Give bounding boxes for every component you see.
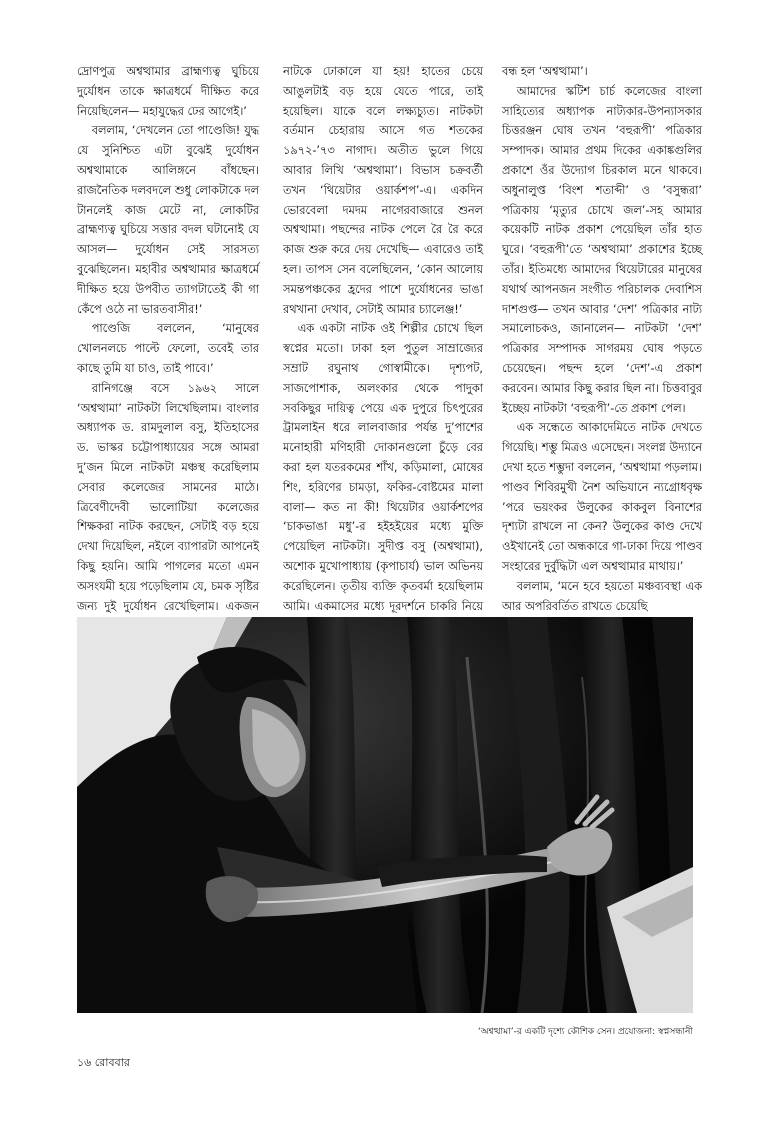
article-paragraph: দ্রোণপুত্র অশ্বত্থামার ব্রাহ্মণ্যত্ব ঘুচিয়ে দুর্যোধন তাকে ক্ষাত্রধর্মে দীক্ষিত করে নিয়েছিলেন— মহাযুদ্ধের ঢের আগেই।’ [77, 65, 259, 118]
article-paragraph: বন্ধ হল ‘অশ্বত্থামা’। [502, 65, 588, 78]
article-paragraph: এক একটা নাটক ওই শিল্পীর চোখে ছিল স্বপ্নের মতো। ঢাকা হল পুতুল সাম্রাজ্যের সম্রাট রঘুনাথ গোস্বামীকে। দৃশ্যপট, সাজপোশাক, অলংকার থেকে পাদুকা সবকিছুর দায়িত্ব পেয়ে এক দুপুরে চিৎপুরের ট্রামলাইন ধরে লালবাজার পর্যন্ত দু’পাশের মনোহারী মণিহারী দোকানগুলো চুঁড়ে বের করা হল যতরকমের শাঁখ, কড়িমালা, মোষের শিং, হরিণের চামড়া, ফকির-বোষ্টমের মালা বালা— কত না কী! থিয়েটার ওয়ার্কশপের ‘চাকভাঙা মধু’-র হইহইয়ের মধ্যে মুক্তি পেয়েছিল নাটকটা। সুদীপ্ত বসু (অশ্বত্থামা), অশোক মুখোপাধ্যায় (কৃপাচার্য) ভাল অভিনয় করেছিলেন। তৃতীয় ব্যক্তি কৃতবর্মা হয়েছিলাম আমি। একমাসের মধ্যে দূরদর্শনে চাকরি নিয়ে [283, 322, 483, 613]
article-paragraph: আমাদের স্কটিশ চার্চ কলেজের বাংলা সাহিত্যের অধ্যাপক নাট্যকার-উপন্যাসকার চিত্তরঞ্জন ঘোষ তখন ‘বহুরূপী’ পত্রিকার সম্পাদক। আমার প্রথম দিকের একাঙ্কগুলির প্রকাশে ওঁর উদ্যোগ চিরকাল মনে থাকবে। অধুনালুপ্ত ‘বিংশ শতাব্দী’ ও ‘বসুন্ধরা’ পত্রিকায় ‘মৃত্যুর চোখে জল’-সহ আমার কয়েকটি নাটক প্রকাশ পেয়েছিল তাঁর হাত ঘুরে। ‘বহুরূপী’তে ‘অশ্বত্থামা’ প্রকাশের ইচ্ছে তাঁর। ইতিমধ্যে আমাদের থিয়েটারের মানুষের যথার্থ আপনজন সংগীত পরিচালক দেবাশিস দাশগুপ্ত— তখন আবার ‘দেশ’ পত্রিকার নাট্য সমালোচকও, জানালেন— নাটকটা ‘দেশ’ পত্রিকার সম্পাদক সাগরময় ঘোষ পড়তে চেয়েছেন। পছন্দ হলে ‘দেশ’-এ প্রকাশ করবেন। আমার কিছু করার ছিল না। চিত্তবাবুর ইচ্ছেয় নাটকটা ‘বহুরূপী’-তে প্রকাশ পেল। [502, 84, 702, 415]
article-column-3 [502, 62, 702, 613]
photo-caption: ‘অশ্বত্থামা’-র একটি দৃশ্যে কৌশিক সেন। প্রযোজনা: স্বপ্নসন্ধানী [477, 1027, 693, 1037]
stage-performance-photo [77, 617, 693, 1013]
article-column-2 [283, 62, 483, 613]
article-paragraph: বললাম, ‘মনে হবে হয়তো মঞ্চব্যবস্থা এক আর অপরিবর্তিত রাখতে চেয়েছি [502, 579, 702, 613]
page-folio: ১৬ রোববার [77, 1056, 130, 1069]
article-paragraph: নাটকে ঢোকালে যা হয়! হাতের চেয়ে আঙুলটাই বড় হয়ে যেতে পারে, তাই হয়েছিল। যাকে বলে লক্ষ্যচ্যুত। নাটকটা বর্তমান চেহারায় আসে গত শতকের ১৯৭২-’৭৩ নাগাদ। অতীত ভুলে গিয়ে আবার লিখি ‘অশ্বত্থামা’। বিভাস চক্রবর্তী তখন ‘থিয়েটার ওয়ার্কশপ’-এ। একদিন ভোরবেলা দমদম নাগেরবাজারে শুনল অশ্বত্থামা। পছন্দের নাটক পেলে রৈ রৈ করে কাজ শুরু করে দেয় দেখেছি— এবারেও তাই হল। তাপস সেন বলেছিলেন, ‘কোন আলোয় সমন্তপঞ্চকের হ্রদের পাশে দুর্যোধনের ভাঙা রথখানা দেখাব, সেটাই আমার চ্যালেঞ্জ!’ [283, 65, 483, 316]
article-paragraph: রানিগঞ্জে বসে ১৯৬২ সালে ‘অশ্বত্থামা’ নাটকটা লিখেছিলাম। বাংলার অধ্যাপক ড. রামদুলাল বসু, ইতিহাসের ড. ভাস্কর চট্টোপাধ্যায়ের সঙ্গে আমরা দু’জন মিলে নাটকটা মঞ্চস্থ করেছিলাম সেবার কলেজের সামনের মাঠে। ত্রিবেণীদেবী ভালোটিয়া কলেজের শিক্ষকরা নাটক করছেন, সেটাই বড় হয়ে দেখা দিয়েছিল, নইলে ব্যাপারটা আপনেই কিছু হয়নি। আমি পাগলের মতো এমন অসংযমী হয়ে পড়েছিলাম যে, চমক সৃষ্টির জন্য দুই দুর্যোধন রেখেছিলাম। একজন [77, 381, 259, 613]
article-column-1 [77, 62, 259, 613]
article-paragraph: এক সন্ধেতে আকাদেমিতে নাটক দেখতে গিয়েছি। শম্ভু মিত্রও এসেছেন। সংলগ্ন উদ্যানে দেখা হতে শম্ভুদা বললেন, ‘অশ্বত্থামা পড়লাম। পাণ্ডব শিবিরমুখী নৈশ অভিযানে ন্যগ্রোধবৃক্ষ ’পরে ভয়ংকর উলুকের কাকবুল বিনাশের দৃশ্যটা রাখলে না কেন? উলুকের কাণ্ড দেখে ওইখানেই তো অন্ধকারে গা-ঢাকা দিয়ে পাণ্ডব সংহারের দুর্বুদ্ধিটা এল অশ্বত্থামার মাথায়।’ [502, 421, 702, 573]
article-paragraph: বললাম, ‘দেখলেন তো পাণ্ডেজি! যুদ্ধ যে সুনিশ্চিত এটা বুঝেই দুর্যোধন অশ্বত্থামাকে আলিঙ্গনে বাঁধছেন। রাজনৈতিক দলবদলে শুধু লোকটাকে দল টানলেই কাজ মেটে না, লোকটির ব্রাহ্মণ্যত্ব ঘুচিয়ে সত্তার বদল ঘটানোই যে আসল— দুর্যোধন সেই সারসত্য বুঝেছিলেন। মহাবীর অশ্বত্থামার ক্ষাত্রধর্মে দীক্ষিত হয়ে উপবীত ত্যাগটাতেই কী গা কেঁপে ওঠে না ভারতবাসীর!’ [77, 124, 259, 316]
article-paragraph: পাণ্ডেজি বললেন, ‘মানুষের খোলনলচে পাল্টে ফেলো, তবেই তার কাছে তুমি যা চাও, তাই পাবে।’ [77, 322, 259, 375]
